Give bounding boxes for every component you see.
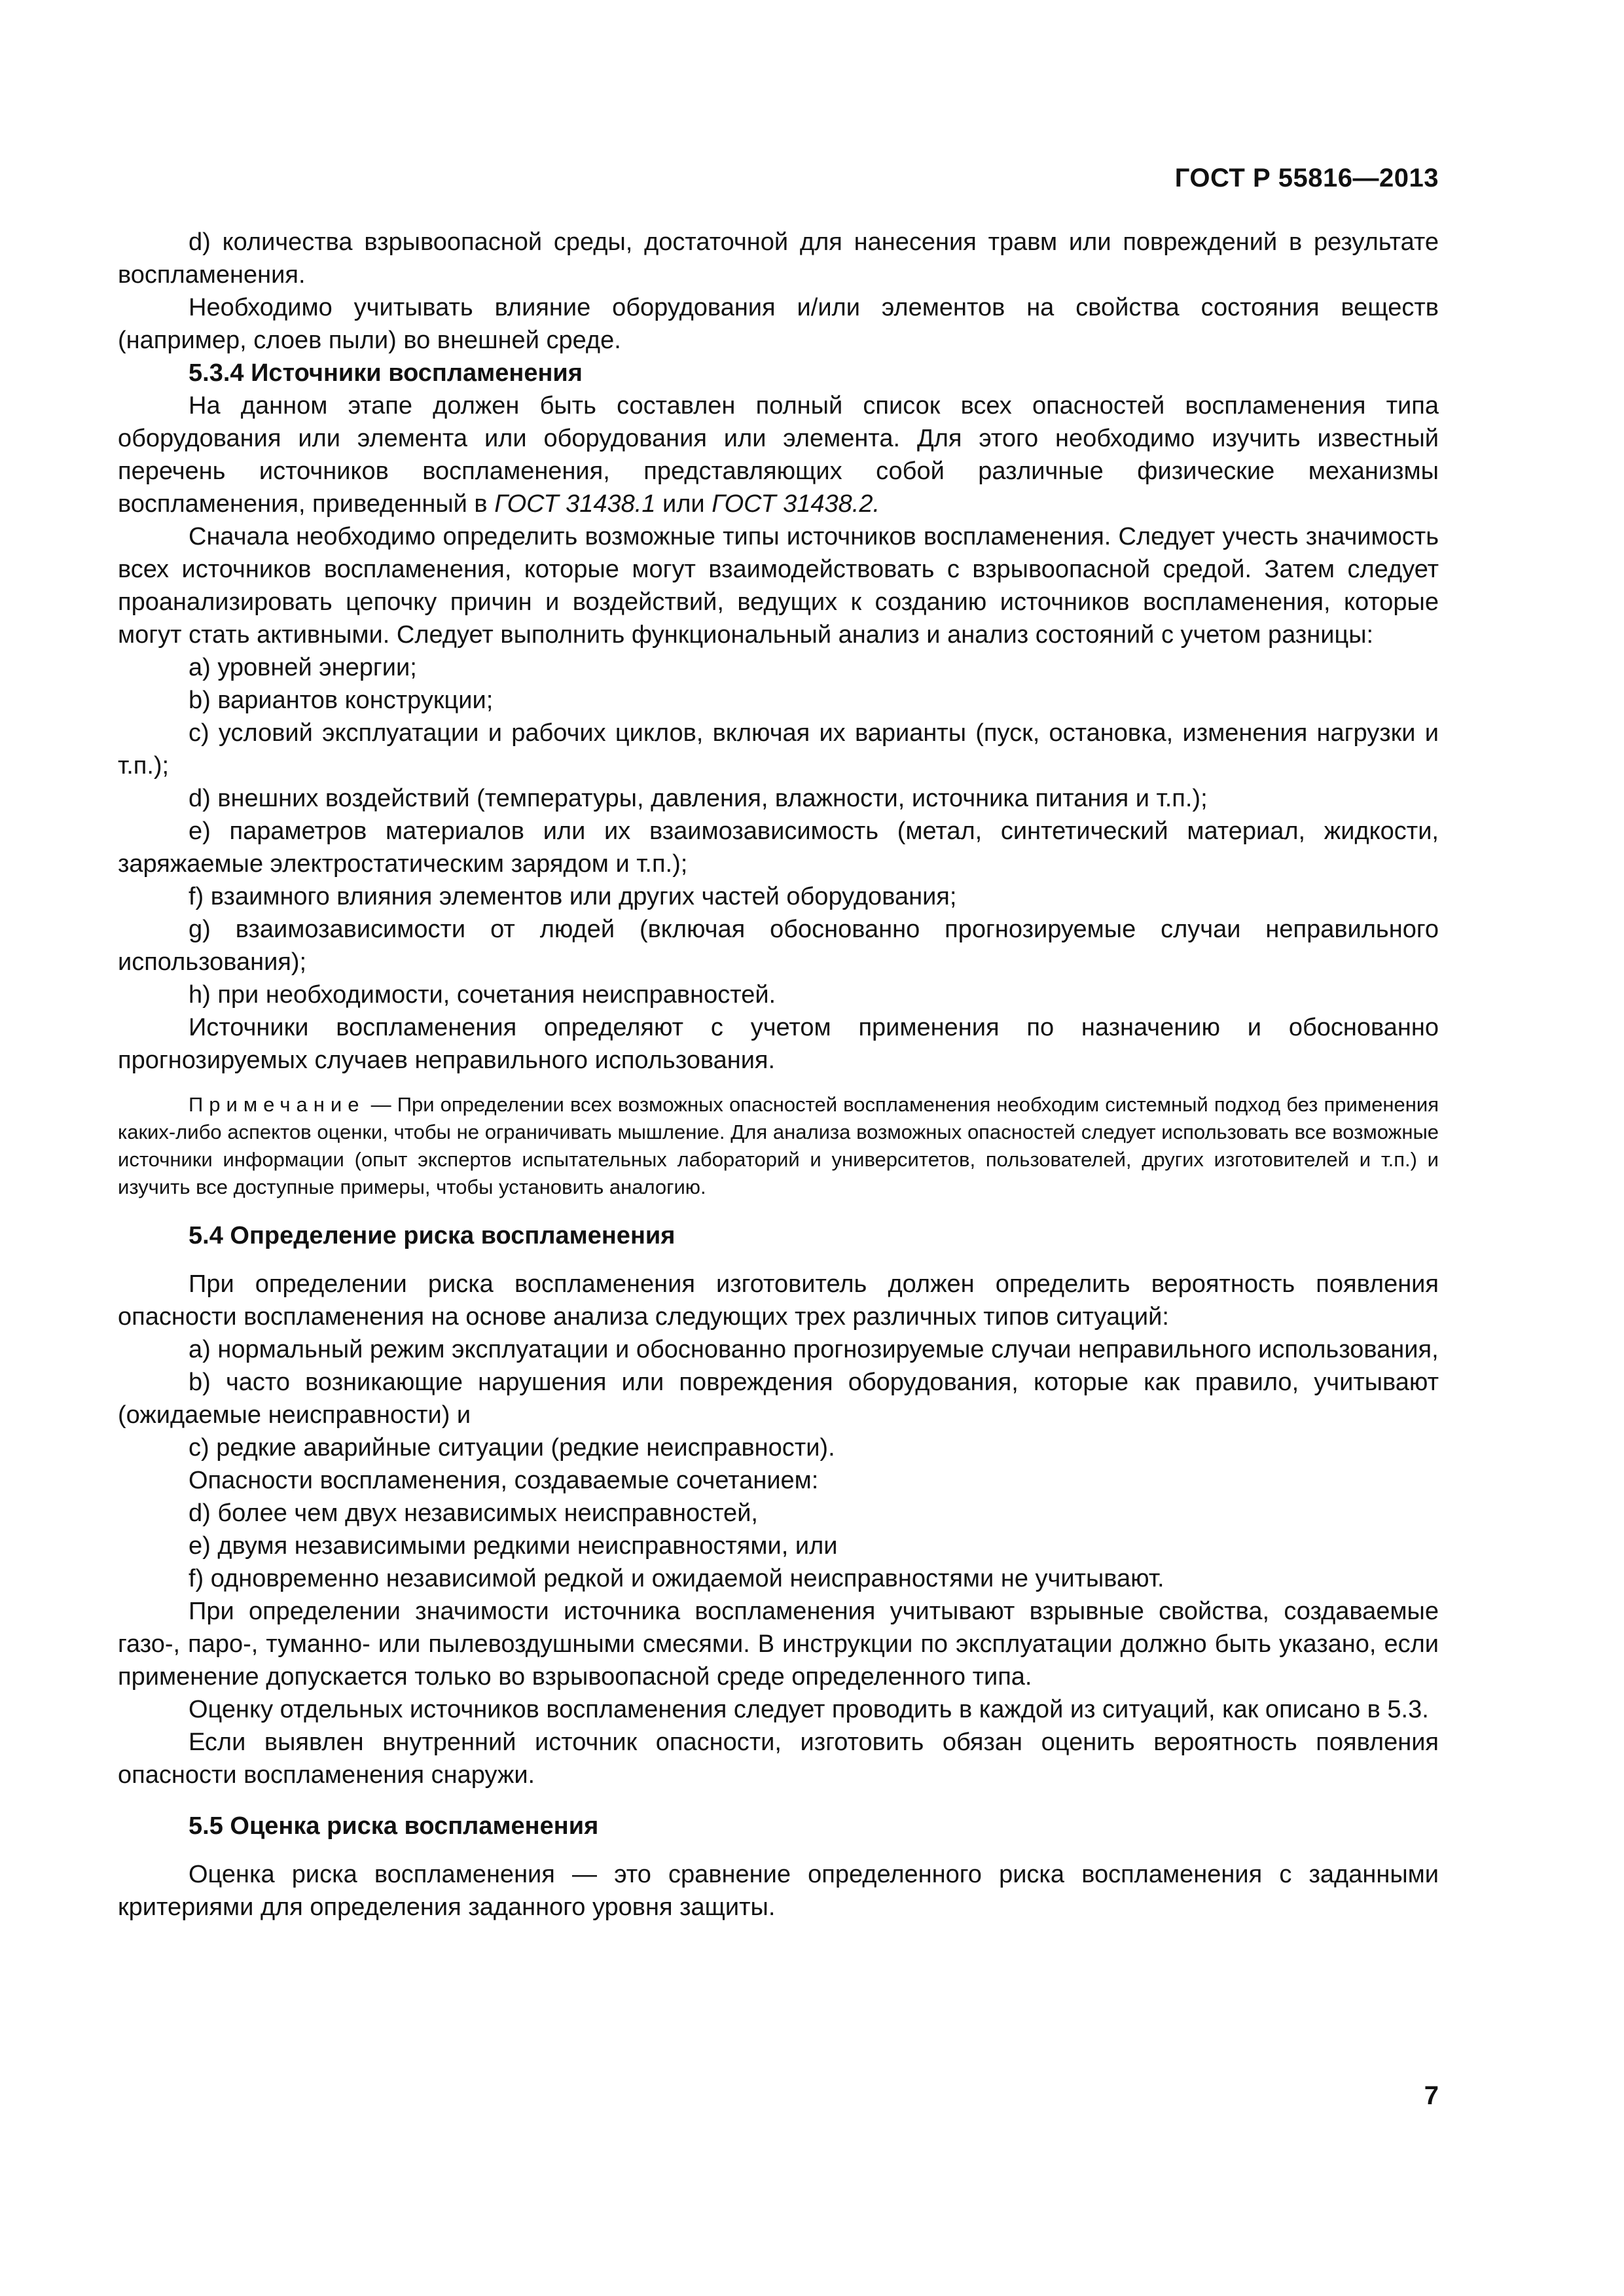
list-item: g) взаимозависимости от людей (включая обоснованно прогнозируемые случаи неправильного использования); [118,916,1439,976]
document-body [118,226,1439,1924]
list-item: a) нормальный режим эксплуатации и обоснованно прогнозируемые случаи неправильного использования, [189,1336,1439,1363]
paragraph: Оценку отдельных источников воспламенения следует проводить в каждой из ситуаций, как описано в 5.3. [189,1696,1429,1723]
paragraph: Источники воспламенения определяют с учетом применения по назначению и обоснованно прогнозируемых случаев неправильного использования. [118,1014,1439,1074]
list-item: c) редкие аварийные ситуации (редкие неисправности). [189,1434,835,1462]
note-block [118,1091,1439,1201]
page-number: 7 [1424,2081,1439,2110]
paragraph-text: или [655,490,712,518]
list-item: a) уровней энергии; [189,654,417,681]
list-item: d) более чем двух независимых неисправностей, [189,1499,758,1527]
list-item: e) двумя независимыми редкими неисправностями, или [189,1532,838,1560]
note-text: — При определении всех возможных опасностей воспламенения необходим системный подход без применения каких-либо аспектов оценки, чтобы не ограничивать мышление. Для анализа возможных опасностей следует использовать все возможные источники информации (опыт экспертов испытательных лабораторий и университетов, пользователей, других изготовителей и т.п.) и изучить все доступные примеры, чтобы установить аналогию. [118,1093,1439,1198]
list-item: c) условий эксплуатации и рабочих циклов, включая их варианты (пуск, остановка, изменения нагрузки и т.п.); [118,719,1439,780]
paragraph: Оценка риска воспламенения — это сравнение определенного риска воспламенения с заданными критериями для определения заданного уровня защиты. [118,1861,1439,1921]
paragraph: Сначала необходимо определить возможные типы источников воспламенения. Следует учесть значимость всех источников воспламенения, которые могут взаимодействовать с взрывоопасной средой. Затем следует проанализировать цепочку причин и воздействий, ведущих к созданию источников воспламенения, которые могут стать активными. Следует выполнить функциональный анализ и анализ состояний с учетом разницы: [118,523,1439,649]
list-item: d) внешних воздействий (температуры, давления, влажности, источника питания и т.п.); [189,785,1208,812]
standard-reference-link: ГОСТ 31438.1 [494,490,656,518]
paragraph: Если выявлен внутренний источник опасности, изготовить обязан оценить вероятность появления опасности воспламенения снаружи. [118,1729,1439,1789]
paragraph: При определении значимости источника воспламенения учитывают взрывные свойства, создаваемые газо-, паро-, туманно- или пылевоздушными смесями. В инструкции по эксплуатации должно быть указано, если применение допускается только во взрывоопасной среде определенного типа. [118,1598,1439,1691]
list-item: b) часто возникающие нарушения или повреждения оборудования, которые как правило, учитывают (ожидаемые неисправности) и [118,1369,1439,1429]
section-heading-5-5: 5.5 Оценка риска воспламенения [189,1812,599,1840]
list-item: f) одновременно независимой редкой и ожидаемой неисправностями не учитывают. [189,1565,1164,1592]
section-heading-5-4: 5.4 Определение риска воспламенения [189,1222,676,1249]
paragraph: Необходимо учитывать влияние оборудования и/или элементов на свойства состояния веществ (например, слоев пыли) во внешней среде. [118,294,1439,354]
standard-reference-link: ГОСТ 31438.2. [712,490,880,518]
list-item: h) при необходимости, сочетания неисправностей. [189,981,776,1009]
list-item: b) вариантов конструкции; [189,687,494,714]
paragraph: При определении риска воспламенения изготовитель должен определить вероятность появления опасности воспламенения на основе анализа следующих трех различных типов ситуаций: [118,1270,1439,1331]
note-label: Примечание [189,1093,365,1116]
paragraph-text: На данном этапе должен быть составлен полный список всех опасностей воспламенения типа оборудования или элемента или оборудования или элемента. Для этого необходимо изучить известный перечень источников воспламенения, представляющих собой различные физические механизмы воспламенения, приведенный в [118,392,1439,518]
paragraph: Опасности воспламенения, создаваемые сочетанием: [189,1467,819,1494]
document-header-id: ГОСТ Р 55816—2013 [1174,164,1439,192]
paragraph-with-references [118,389,1439,520]
paragraph: d) количества взрывоопасной среды, достаточной для нанесения травм или повреждений в результате воспламенения. [118,228,1439,289]
section-heading-5-3-4: 5.3.4 Источники воспламенения [189,359,583,387]
list-item: f) взаимного влияния элементов или других частей оборудования; [189,883,957,910]
list-item: e) параметров материалов или их взаимозависимость (метал, синтетический материал, жидкости, заряжаемые электростатическим зарядом и т.п.); [118,817,1439,878]
